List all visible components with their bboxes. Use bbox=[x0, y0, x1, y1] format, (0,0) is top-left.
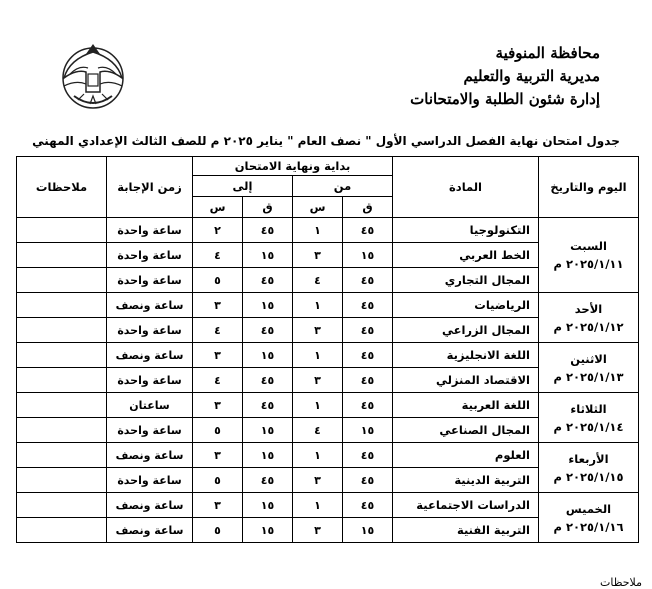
notes-cell bbox=[17, 493, 107, 518]
subject-cell: الدراسات الاجتماعية bbox=[393, 493, 539, 518]
col-header-notes: ملاحظات bbox=[17, 157, 107, 218]
exam-date: ٢٠٢٥/١/١٢ م bbox=[553, 319, 624, 334]
day-date-cell bbox=[539, 493, 639, 543]
to-minute-cell: ٤٥ bbox=[243, 468, 293, 493]
from-hour-cell: ٣ bbox=[293, 318, 343, 343]
to-minute-cell: ١٥ bbox=[243, 493, 293, 518]
to-minute-cell: ١٥ bbox=[243, 343, 293, 368]
footer-note-cut: ملاحظات bbox=[600, 576, 642, 589]
from-hour-cell: ٣ bbox=[293, 518, 343, 543]
from-hour-cell: ٣ bbox=[293, 243, 343, 268]
duration-cell: ساعة ونصف bbox=[107, 443, 193, 468]
subject-cell: العلوم bbox=[393, 443, 539, 468]
to-minute-cell: ٤٥ bbox=[243, 218, 293, 243]
exam-date: ٢٠٢٥/١/١١ م bbox=[553, 257, 624, 271]
governorate-line: محافظة المنوفية bbox=[495, 44, 600, 62]
exam-date: ٢٠٢٥/١/١٥ م bbox=[553, 469, 624, 484]
duration-cell: ساعة واحدة bbox=[107, 318, 193, 343]
day-name: الأحد bbox=[574, 301, 603, 316]
duration-cell: ساعة ونصف bbox=[107, 518, 193, 543]
duration-cell: ساعة ونصف bbox=[107, 343, 193, 368]
exam-schedule-table bbox=[16, 156, 639, 543]
duration-cell: ساعة ونصف bbox=[107, 493, 193, 518]
exam-date: ٢٠٢٥/١/١٦ م bbox=[553, 519, 624, 534]
duration-cell: ساعة واحدة bbox=[107, 268, 193, 293]
from-hour-cell: ١ bbox=[293, 443, 343, 468]
from-minute-cell: ٤٥ bbox=[343, 368, 393, 393]
col-header-from: من bbox=[293, 176, 393, 197]
to-minute-cell: ٤٥ bbox=[243, 268, 293, 293]
from-hour-cell: ٤ bbox=[293, 418, 343, 443]
to-hour-cell: ٥ bbox=[193, 518, 243, 543]
col-header-duration: زمن الإجابة bbox=[107, 157, 193, 218]
to-minute-cell: ٤٥ bbox=[243, 318, 293, 343]
duration-cell: ساعة ونصف bbox=[107, 293, 193, 318]
subject-cell: الاقتصاد المنزلي bbox=[393, 368, 539, 393]
to-hour-cell: ٣ bbox=[193, 493, 243, 518]
notes-cell bbox=[17, 418, 107, 443]
notes-cell bbox=[17, 443, 107, 468]
day-name: الثلاثاء bbox=[570, 401, 607, 416]
duration-cell: ساعة واحدة bbox=[107, 368, 193, 393]
notes-cell bbox=[17, 218, 107, 243]
col-header-from-hour: س bbox=[293, 197, 343, 218]
day-date-cell bbox=[539, 218, 639, 293]
to-hour-cell: ٥ bbox=[193, 268, 243, 293]
from-hour-cell: ١ bbox=[293, 218, 343, 243]
col-header-start-end: بداية ونهاية الامتحان bbox=[193, 157, 393, 176]
from-minute-cell: ١٥ bbox=[343, 243, 393, 268]
to-minute-cell: ٤٥ bbox=[243, 393, 293, 418]
from-hour-cell: ١ bbox=[293, 493, 343, 518]
col-header-from-minute: ق bbox=[343, 197, 393, 218]
col-header-to-minute: ق bbox=[243, 197, 293, 218]
directorate-line: مديرية التربية والتعليم bbox=[463, 67, 600, 85]
to-hour-cell: ٣ bbox=[193, 343, 243, 368]
day-name: الخميس bbox=[565, 501, 612, 516]
from-hour-cell: ١ bbox=[293, 343, 343, 368]
notes-cell bbox=[17, 368, 107, 393]
to-hour-cell: ٢ bbox=[193, 218, 243, 243]
table-row bbox=[17, 493, 639, 518]
to-minute-cell: ١٥ bbox=[243, 418, 293, 443]
from-hour-cell: ١ bbox=[293, 393, 343, 418]
eagle-emblem-icon bbox=[50, 34, 136, 114]
from-hour-cell: ٣ bbox=[293, 368, 343, 393]
col-header-to-hour: س bbox=[193, 197, 243, 218]
subject-cell: المجال التجاري bbox=[393, 268, 539, 293]
from-minute-cell: ٤٥ bbox=[343, 343, 393, 368]
to-hour-cell: ٣ bbox=[193, 443, 243, 468]
to-hour-cell: ٥ bbox=[193, 418, 243, 443]
subject-cell: التكنولوجيا bbox=[393, 218, 539, 243]
from-minute-cell: ١٥ bbox=[343, 518, 393, 543]
day-date-cell bbox=[539, 393, 639, 443]
notes-cell bbox=[17, 318, 107, 343]
to-hour-cell: ٣ bbox=[193, 393, 243, 418]
page-title: جدول امتحان نهاية الفصل الدراسي الأول " نصف العام " يناير ٢٠٢٥ م للصف الثالث الإعدادي المهني bbox=[32, 134, 620, 148]
col-header-day-date: اليوم والتاريخ bbox=[539, 157, 639, 218]
department-line: إدارة شئون الطلبة والامتحانات bbox=[410, 90, 600, 108]
subject-cell: الرياضيات bbox=[393, 293, 539, 318]
duration-cell: ساعة واحدة bbox=[107, 468, 193, 493]
exam-date: ٢٠٢٥/١/١٣ م bbox=[553, 369, 624, 384]
to-hour-cell: ٤ bbox=[193, 368, 243, 393]
from-minute-cell: ٤٥ bbox=[343, 293, 393, 318]
to-hour-cell: ٥ bbox=[193, 468, 243, 493]
from-minute-cell: ١٥ bbox=[343, 418, 393, 443]
duration-cell: ساعة واحدة bbox=[107, 418, 193, 443]
subject-cell: الخط العربي bbox=[393, 243, 539, 268]
subject-cell: التربية الدينية bbox=[393, 468, 539, 493]
notes-cell bbox=[17, 343, 107, 368]
notes-cell bbox=[17, 518, 107, 543]
subject-cell: المجال الزراعي bbox=[393, 318, 539, 343]
col-header-to: إلى bbox=[193, 176, 293, 197]
notes-cell bbox=[17, 468, 107, 493]
table-row bbox=[17, 293, 639, 318]
table-row bbox=[17, 218, 639, 243]
from-minute-cell: ٤٥ bbox=[343, 393, 393, 418]
table-row bbox=[17, 393, 639, 418]
notes-cell bbox=[17, 243, 107, 268]
notes-cell bbox=[17, 268, 107, 293]
letterhead bbox=[410, 42, 600, 111]
from-hour-cell: ٤ bbox=[293, 268, 343, 293]
subject-cell: التربية الفنية bbox=[393, 518, 539, 543]
notes-cell bbox=[17, 393, 107, 418]
from-minute-cell: ٤٥ bbox=[343, 468, 393, 493]
from-hour-cell: ١ bbox=[293, 293, 343, 318]
to-minute-cell: ١٥ bbox=[243, 443, 293, 468]
day-date-cell bbox=[539, 293, 639, 343]
to-hour-cell: ٤ bbox=[193, 318, 243, 343]
exam-date: ٢٠٢٥/١/١٤ م bbox=[553, 419, 624, 434]
from-hour-cell: ٣ bbox=[293, 468, 343, 493]
col-header-subject: المادة bbox=[393, 157, 539, 218]
table-row bbox=[17, 343, 639, 368]
to-minute-cell: ١٥ bbox=[243, 243, 293, 268]
to-minute-cell: ١٥ bbox=[243, 293, 293, 318]
day-name: الاثنين bbox=[570, 351, 607, 366]
subject-cell: المجال الصناعي bbox=[393, 418, 539, 443]
from-minute-cell: ٤٥ bbox=[343, 218, 393, 243]
duration-cell: ساعتان bbox=[107, 393, 193, 418]
day-name: السبت bbox=[570, 239, 607, 253]
duration-cell: ساعة واحدة bbox=[107, 243, 193, 268]
day-name: الأربعاء bbox=[568, 451, 609, 466]
from-minute-cell: ٤٥ bbox=[343, 268, 393, 293]
from-minute-cell: ٤٥ bbox=[343, 318, 393, 343]
from-minute-cell: ٤٥ bbox=[343, 443, 393, 468]
notes-cell bbox=[17, 293, 107, 318]
subject-cell: اللغة العربية bbox=[393, 393, 539, 418]
to-hour-cell: ٤ bbox=[193, 243, 243, 268]
day-date-cell bbox=[539, 443, 639, 493]
table-row bbox=[17, 443, 639, 468]
to-hour-cell: ٣ bbox=[193, 293, 243, 318]
day-date-cell bbox=[539, 343, 639, 393]
duration-cell: ساعة واحدة bbox=[107, 218, 193, 243]
to-minute-cell: ١٥ bbox=[243, 518, 293, 543]
from-minute-cell: ٤٥ bbox=[343, 493, 393, 518]
to-minute-cell: ٤٥ bbox=[243, 368, 293, 393]
subject-cell: اللغة الانجليزية bbox=[393, 343, 539, 368]
